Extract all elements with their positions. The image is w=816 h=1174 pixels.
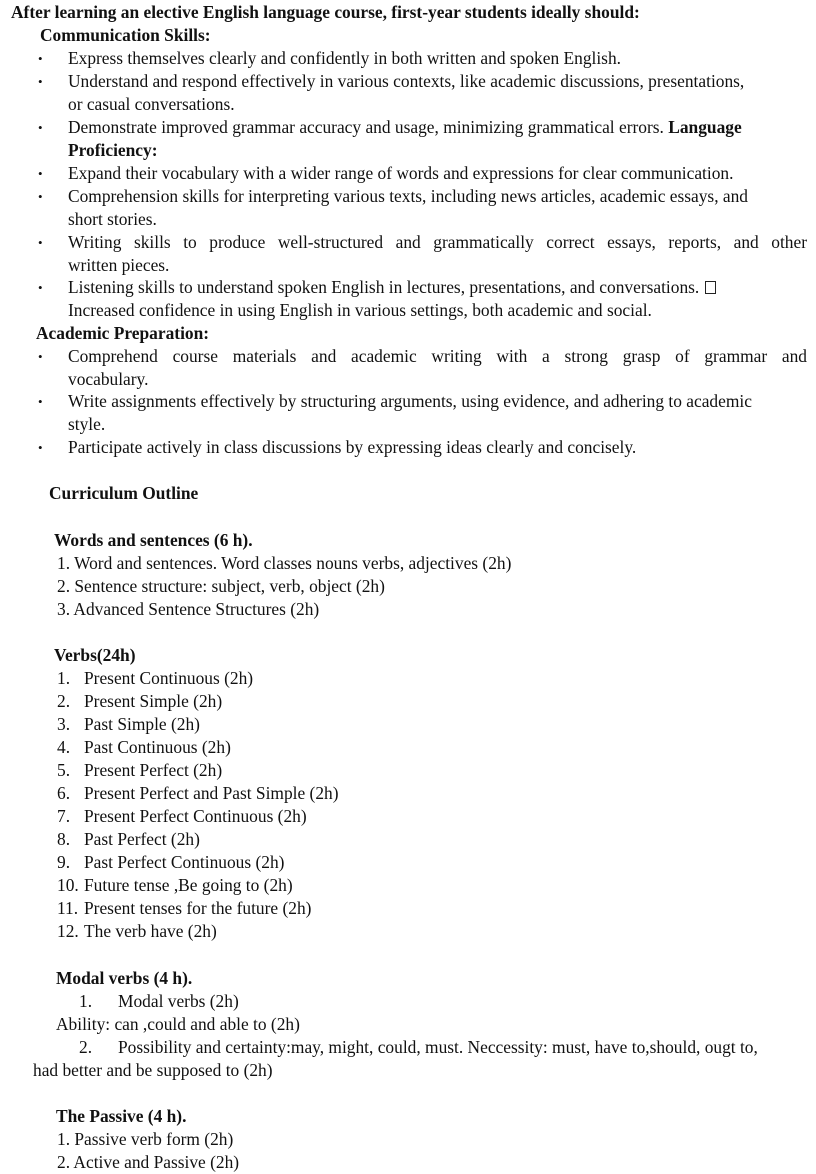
section-title-modal-verbs: Modal verbs (4 h). [56,968,193,988]
communication-skills-title: Communication Skills: [40,25,211,45]
bullet-icon: • [38,74,43,89]
bullet-icon: • [38,189,43,204]
list-item: 1. Passive verb form (2h) [57,1129,234,1149]
academic-preparation-title: Academic Preparation: [36,323,210,343]
document-heading: After learning an elective English language course, first-year students ideally should: [11,2,640,22]
list-item: 1. Word and sentences. Word classes nouns verbs, adjectives (2h) [57,553,512,573]
bullet-icon: • [38,394,43,409]
bullet-icon: • [38,349,43,364]
curriculum-outline-title: Curriculum Outline [49,483,199,503]
list-item: 3. Advanced Sentence Structures (2h) [57,599,320,619]
bullet-icon: • [38,166,43,181]
bullet-icon: • [38,120,43,135]
bullet-icon: • [38,280,43,295]
section-title-verbs: Verbs(24h) [54,645,136,665]
list-item: 2. Sentence structure: subject, verb, object (2h) [57,576,385,596]
section-title-words: Words and sentences (6 h). [54,530,253,550]
language-proficiency-title-cont: Proficiency: [68,140,158,160]
bullet-icon: • [38,440,43,455]
checkbox-glyph-icon [705,281,716,294]
language-proficiency-title: Language [668,117,742,137]
section-title-passive: The Passive (4 h). [56,1106,187,1126]
ability-line: Ability: can ,could and able to (2h) [56,1014,300,1034]
bullet-icon: • [38,51,43,66]
bullet-icon: • [38,235,43,250]
list-item: 2. Active and Passive (2h) [57,1152,240,1172]
